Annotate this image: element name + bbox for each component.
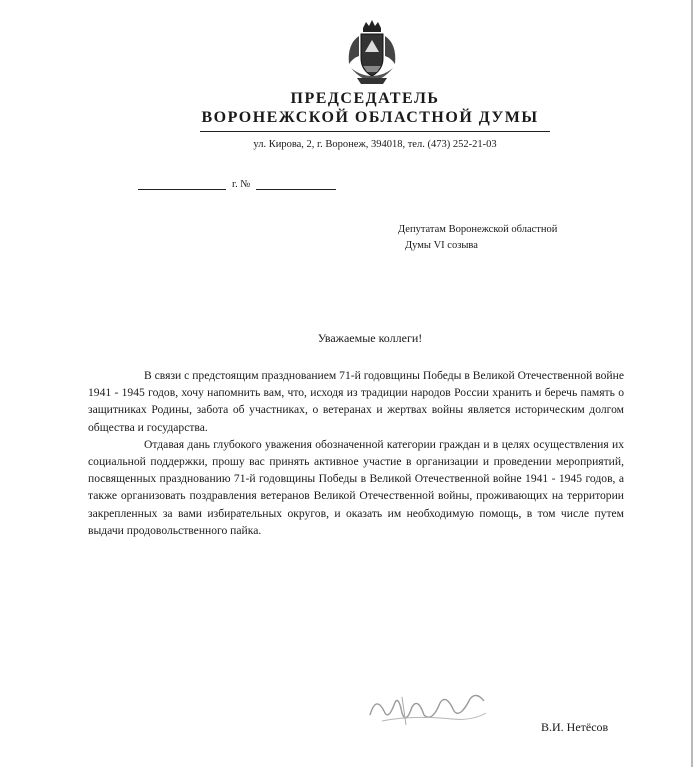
body-paragraph-2: Отдавая дань глубокого уважения обозначенной категории граждан и в целях осуществления их социальной поддержки, прошу вас принять активное участие в организации и проведении мероприятий, посвященных празднованию 71-й годовщины Победы в Великой Отечественной войне 1941 - 1945 годов, а также организовать поздравления ветеранов Великой Отечественной войны, проживающих на территории закрепленных за вами избирательных округов, и оказать им необходимую помощь, в том числе путем выдачи продовольственного пайка. bbox=[88, 437, 624, 537]
number-blank bbox=[256, 178, 336, 190]
handwritten-signature bbox=[362, 685, 492, 731]
letterhead-divider bbox=[200, 131, 550, 132]
registration-line bbox=[138, 178, 336, 190]
letterhead-title-line2: ВОРОНЕЖСКОЙ ОБЛАСТНОЙ ДУМЫ bbox=[201, 109, 539, 126]
addressee-line1: Депутатам Воронежской областной bbox=[398, 224, 558, 235]
registration-number-label: г. № bbox=[232, 179, 251, 190]
coat-of-arms-icon bbox=[337, 18, 407, 88]
addressee-line2: Думы VI созыва bbox=[405, 240, 478, 251]
date-blank bbox=[138, 178, 226, 190]
letterhead-address: ул. Кирова, 2, г. Воронеж, 394018, тел. (473) 252-21-03 bbox=[253, 139, 497, 150]
signer-name: В.И. Нетёсов bbox=[541, 720, 609, 734]
letterhead-title-line1: ПРЕДСЕДАТЕЛЬ bbox=[290, 90, 440, 107]
salutation: Уважаемые коллеги! bbox=[317, 331, 423, 345]
addressee-block bbox=[398, 222, 638, 254]
letter-body bbox=[88, 367, 624, 539]
body-paragraph-1: В связи с предстоящим празднованием 71-й годовщины Победы в Великой Отечественной войне 1941 - 1945 годов, хочу напомнить вам, что, исходя из традиции народов России хранить и беречь память о защитниках Родины, забота об участниках, о ветеранах и жертвах войны является историческим долгом общества и государства. bbox=[88, 369, 624, 434]
